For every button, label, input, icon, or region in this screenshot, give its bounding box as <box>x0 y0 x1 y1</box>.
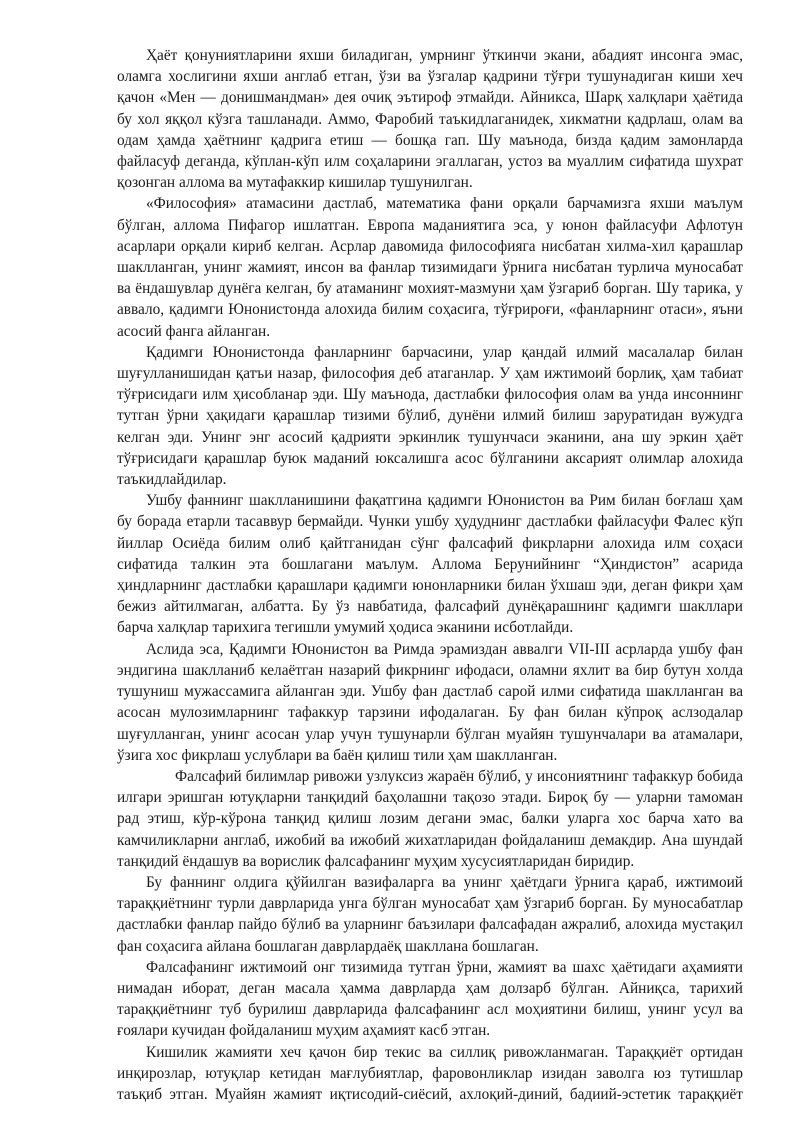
paragraph-society-development: Кишилик жамияти хеч қачон бир текис ва силлиқ ривожланмаган. Тараққиёт ортидан инқирозлар, ютуқлар кетидан мағлубиятлар, фаровонликлар изидан заволга юз тутишлар таъқиб этган. Муайян жамият иқтисодий-сиёсий, ахлоқий-диний, бадиий-эстетик тараққиёт <box>117 1043 743 1103</box>
paragraph-greece-rome: Аслида эса, Қадимги Юнонистон ва Римда эрамиздан аввалги VII-III асрларда ушбу фан эндигина шаклланиб келаётган назарий фикрнинг ифодаси, оламни яхлит ва бир бутун холда тушуниш мужассамига айланган эди. Ушбу фан дастлаб сарой илми сифатида шаклланган ва асосан мулозимларнинг тафаккур тарзини ифодалаган. Бу фан билан кўпроқ аслзодалар шуғулланган, унинг асосан улар учун тушунарли бўлган муайян тушунчалари ва атамалари, ўзига хос фикрлаш услублари ва баён қилиш тили ҳам шаклланган. <box>117 640 743 764</box>
document-page <box>117 45 743 1105</box>
paragraph-tasks: Бу фаннинг олдига қўйилган вазифаларга ва унинг ҳаётдаги ўрнига қараб, ижтимоий тараққиётнинг турли даврларида унга бўлган муносабат ҳам ўзгариб борган. Бу муносабатлар дастлабки фанлар пайдо бўлиб ва уларнинг баъзилари фалсафадан ажралиб, алохида мустақил фан соҳасига айлана бошлаган даврлардаёқ шакллана бошлаган. <box>117 873 743 955</box>
paragraph-origins: Ушбу фаннинг шаклланишини фақатгина қадимги Юнонистон ва Рим билан боғлаш ҳам бу борада етарли тасаввур бермайди. Чунки ушбу ҳудуднинг дастлабки файласуфи Фалес кўп йиллар Осиёда билим олиб қайтганидан сўнг фалсафий фикрларни алохида илм соҳаси сифатида талкин эта бошлагани маълум. Аллома Берунийнинг “Ҳиндистон” асарида ҳиндларнинг дастлабки қарашлари қадимги юнонларники билан ўхшаш эди, деган фикри ҳам бежиз айтилмаган, албатта. Бу ўз навбатида, фалсафий дунёқарашнинг қадимги шакллари барча халқлар тарихига тегишли умумий ҳодиса эканини исботлайди. <box>117 492 743 637</box>
paragraph-philosophy-term: «Философия» атамасини дастлаб, математика фани орқали барчамизга яхши маълум бўлган, аллома Пифагор ишлатган. Европа маданиятига эса, у юнон файласуфи Афлотун асарлари орқали кириб келган. Асрлар давомида философияга нисбатан хилма-хил қарашлар шаклланган, унинг жамият, инсон ва фанлар тизимидаги ўрнига нисбатан турлича муносабат ва ёндашувлар дунёга келган, бу атаманинг мохият-мазмуни ҳам ўзгариб борган. Шу тарика, у аввало, қадимги Юнонистонда алохида билим соҳасига, тўғрироғи, «фанларнинг отаси», яъни асосий фанга айланган. <box>117 195 743 340</box>
paragraph-wisdom: Ҳаёт қонуниятларини яхши биладиган, умрнинг ўткинчи экани, абадият инсонга эмас, оламга хослигини яхши англаб етган, ўзи ва ўзгалар қадрини тўғри тушунадиган киши хеч қачон «Мен — донишмандман» дея очиқ эътироф этмайди. Айникса, Шарқ халқлари ҳаётида бу хол яққол кўзга ташланади. Аммо, Фаробий таъкидлаганидек, хикматни қадрлаш, олам ва одам ҳамда ҳаётнинг қадрига етиш — бошқа гап. Шу маънода, бизда қадим замонларда файласуф деганда, кўплан-кўп илм соҳаларини эгаллаган, устоз ва муаллим сифатида шухрат қозонган аллома ва мутафаккир кишилар тушунилган. <box>117 47 743 192</box>
paragraph-ancient-greece: Қадимги Юнонистонда фанларнинг барчасини, улар қандай илмий масалалар билан шуғулланишидан қатъи назар, философия деб атаганлар. У ҳам ижтимоий борлиқ, ҳам табиат тўғрисидаги илм ҳисобланар эди. Шу маънода, дастлабки философия олам ва унда инсоннинг тутган ўрни ҳақидаги қарашлар тизими бўлиб, дунёни илмий билиш заруратидан вужудга келган эди. Унинг энг асосий қадрияти эркинлик тушунчаси эканини, ана шу эркин ҳаёт тўғрисидаги қарашлар буюк маданий юксалишга асос бўлганини аксарият олимлар алохида таъкидлайдилар. <box>117 343 743 489</box>
paragraph-critical-approach: Фалсафий билимлар ривожи узлуксиз жараён бўлиб, у инсониятнинг тафаккур бобида илгари эришган ютуқларни танқидий баҳолашни тақозо этади. Бироқ бу — уларни тамоман рад этиш, кўр-кўрона танқид қилиш лозим дегани эмас, балки уларга хос барча хато ва камчиликларни англаб, ижобий ва ижобий жихатларидан фойдаланиш демакдир. Ана шундай танқидий ёндашув ва ворислик фалсафанинг муҳим хусусиятларидан биридир. <box>117 767 743 870</box>
paragraph-role: Фалсафанинг ижтимоий онг тизимида тутган ўрни, жамият ва шахс ҳаётидаги аҳамияти нимадан иборат, деган масала ҳамма даврларда ҳам долзарб бўлган. Айниқса, тарихий тараққиётнинг туб бурилиш даврларида фалсафанинг асл моҳиятини билиш, унинг усул ва ғоялари кучидан фойдаланиш муҳим аҳамият касб этган. <box>117 958 743 1040</box>
